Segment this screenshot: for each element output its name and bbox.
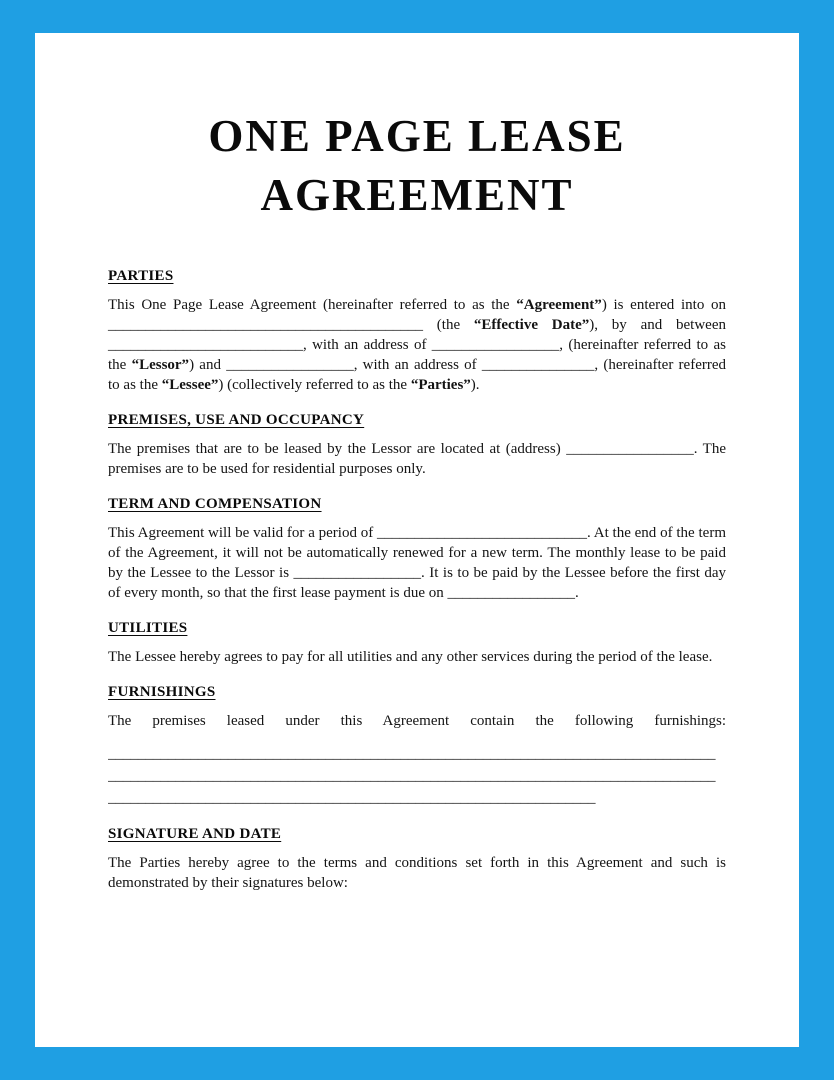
section-term (108, 495, 726, 603)
heading-parties: PARTIES (108, 268, 174, 284)
defined-term-agreement: “Agreement” (516, 297, 602, 313)
document-title-line-1: ONE PAGE LEASE (208, 111, 626, 161)
blank-field-premises-address: _________________ (566, 441, 694, 457)
text-segment: This One Page Lease Agreement (hereinafter referred to as the (108, 297, 517, 313)
defined-term-effective-date: “Effective Date” (473, 317, 590, 333)
text-segment: . (575, 585, 579, 601)
section-premises (108, 411, 726, 479)
text-segment: (the (423, 317, 474, 333)
blank-field-lessee-address: _______________ (481, 357, 595, 373)
blank-field-monthly-lease-amount: _________________ (293, 565, 422, 581)
blank-field-effective-date: __________________________________________ (108, 317, 423, 333)
blank-field-lessee-name: _________________ (226, 357, 354, 373)
document-title (108, 107, 726, 225)
text-segment: , (hereinafter referred to as the (108, 357, 727, 393)
fill-in-line-3: _________________________________________________________________ (108, 790, 596, 806)
document-title-line-2: AGREEMENT (260, 170, 574, 220)
section-parties (108, 267, 726, 395)
text-segment: ). (470, 377, 480, 393)
section-signature (108, 825, 726, 893)
text-segment: . At the end of the term of the Agreement, it will not be automatically renewed for a new term. The monthly lease to be paid by the Lessee to the Lessor is (108, 525, 726, 581)
text-segment: ) and (189, 357, 227, 373)
text-segment: ), by and between (589, 317, 726, 333)
text-segment: , (hereinafter referred to as the (108, 337, 726, 373)
premises-paragraph (108, 439, 726, 479)
blank-field-first-payment-date: _________________ (447, 585, 575, 601)
heading-signature: SIGNATURE AND DATE (108, 826, 282, 842)
text-segment: The Parties hereby agree to the terms and conditions set forth in this Agreement and such is demonstrated by their signatures below: (108, 855, 726, 891)
heading-utilities: UTILITIES (108, 620, 188, 636)
defined-term-parties: “Parties” (410, 377, 471, 393)
text-segment: The premises leased under this Agreement contain the following furnishings: (108, 713, 726, 729)
text-segment: ) is entered into on (601, 297, 726, 313)
text-segment: This Agreement will be valid for a period of (108, 525, 378, 541)
furnishings-paragraph (108, 711, 726, 731)
document-page (35, 33, 799, 1047)
text-segment: ) (collectively referred to as the (218, 377, 411, 393)
text-segment: , with an address of (303, 337, 432, 353)
heading-term: TERM AND COMPENSATION (108, 496, 322, 512)
defined-term-lessee: “Lessee” (161, 377, 219, 393)
signature-paragraph (108, 853, 726, 893)
text-segment: . The premises are to be used for residential purposes only. (108, 441, 726, 477)
furnishings-fill-lines (108, 743, 726, 809)
text-segment: . It is to be paid by the Lessee before the first day of every month, so that the first lease payment is due on (108, 565, 727, 601)
text-segment: , with an address of (353, 357, 482, 373)
blank-field-lessor-address: _________________ (431, 337, 560, 353)
blank-field-lease-period: ____________________________ (377, 525, 588, 541)
fill-in-line-1: _________________________________________________________________________________ (108, 746, 716, 762)
heading-furnishings: FURNISHINGS (108, 684, 216, 700)
text-segment: The Lessee hereby agrees to pay for all utilities and any other services during the period of the lease. (108, 649, 713, 665)
term-paragraph (108, 523, 726, 603)
parties-paragraph (108, 295, 726, 395)
section-furnishings (108, 683, 726, 809)
fill-in-line-2: _________________________________________________________________________________ (108, 768, 716, 784)
defined-term-lessor: “Lessor” (131, 357, 190, 373)
blank-field-lessor-name: __________________________ (108, 337, 303, 353)
section-utilities (108, 619, 726, 667)
heading-premises: PREMISES, USE AND OCCUPANCY (108, 412, 365, 428)
utilities-paragraph (108, 647, 726, 667)
text-segment: The premises that are to be leased by the Lessor are located at (address) (108, 441, 567, 457)
